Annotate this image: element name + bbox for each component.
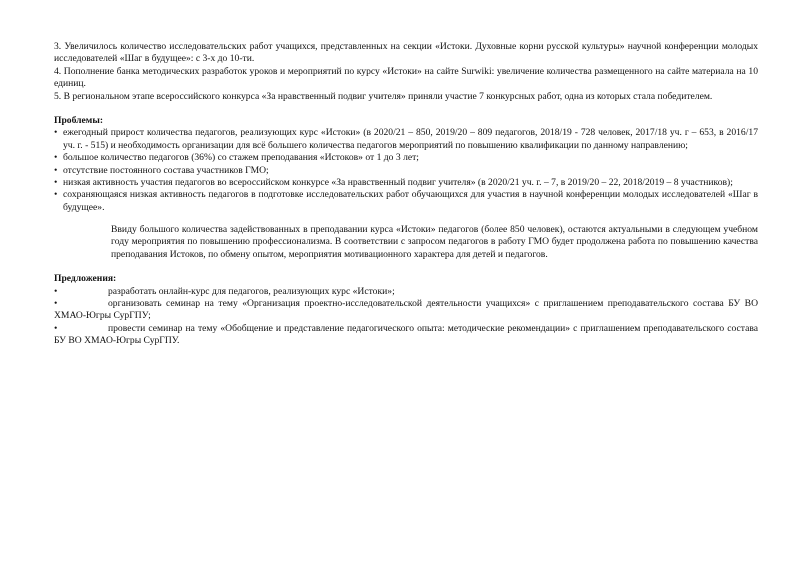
problem-item: • отсутствие постоянного состава участников ГМО; xyxy=(54,164,269,176)
bullet-icon: • xyxy=(54,285,58,297)
bullet-icon: • xyxy=(54,127,58,139)
problem-item: • большое количество педагогов (36%) со стажем преподавания «Истоков» от 1 до 3 лет; xyxy=(54,152,419,164)
proposal-item: • разработать онлайн-курс для педагогов, реализующих курс «Истоки»; xyxy=(54,285,395,297)
proposal-item: • организовать семинар на тему «Организация проектно-исследовательской деятельности учащихся» с приглашением преподавательского состава БУ ВО ХМАО-Югры СурГПУ; xyxy=(54,297,758,322)
problem-item: • низкая активность участия педагогов во всероссийском конкурсе «За нравственный подвиг учителя» (в 2020/21 уч. г. – 7, в 2019/20 – 22, 2018/2019 – 8 участников); xyxy=(54,177,733,189)
bullet-icon: • xyxy=(54,152,58,164)
problem-item: • сохраняющаяся низкая активность педагогов в подготовке исследовательских работ обучающихся для участия в научной конференции молодых исследователей «Шаг в будущее». xyxy=(54,189,758,213)
bullet-icon: • xyxy=(54,164,58,176)
document-page xyxy=(54,41,758,348)
proposal-item: • провести семинар на тему «Обобщение и представление педагогического опыта: методические рекомендации» с приглашением преподавательского состава БУ ВО ХМАО-Югры СурГПУ. xyxy=(54,322,758,347)
result-item-4: 4. Пополнение банка методических разработок уроков и мероприятий по курсу «Истоки» на сайте Surwiki: увеличение количества размещенного на сайте материала на 10 единиц. xyxy=(54,65,758,90)
proposals-heading: Предложения: xyxy=(54,273,117,285)
result-item-5: 5. В региональном этапе всероссийского конкурса «За нравственный подвиг учителя» приняли участие 7 конкурсных работ, одна из которых стала победителем. xyxy=(54,90,713,102)
problems-heading: Проблемы: xyxy=(54,115,104,127)
bullet-icon: • xyxy=(54,177,58,189)
bullet-icon: • xyxy=(54,297,58,309)
result-item-3: 3. Увеличилось количество исследовательских работ учащихся, представленных на секции «Истоки. Духовные корни русской культуры» научной конференции молодых исследователей «Шаг в будущее»: с 3-х до 10-ти. xyxy=(54,41,758,65)
problems-note: Ввиду большого количества задействованных в преподавании курса «Истоки» педагогов (более 850 человек), остаются актуальными в следующем учебном году мероприятия по повышению профессионализма. В соответствии с запросом педагогов в работу ГМО будет продолжена работа по повышению качества преподавания Истоков, по обмену опытом, мероприятия мотивационного характера для детей и педагогов. xyxy=(111,223,758,260)
problem-item: • ежегодный прирост количества педагогов, реализующих курс «Истоки» (в 2020/21 – 850, 2019/20 – 809 педагогов, 2018/19 - 728 человек, 2017/18 уч. г – 653, в 2016/17 уч. г. - 515) и необходимость организации для всё большего количества педагогов мероприятий по повышению квалификации по данному направлению; xyxy=(54,127,758,151)
bullet-icon: • xyxy=(54,189,58,201)
bullet-icon: • xyxy=(54,322,58,334)
